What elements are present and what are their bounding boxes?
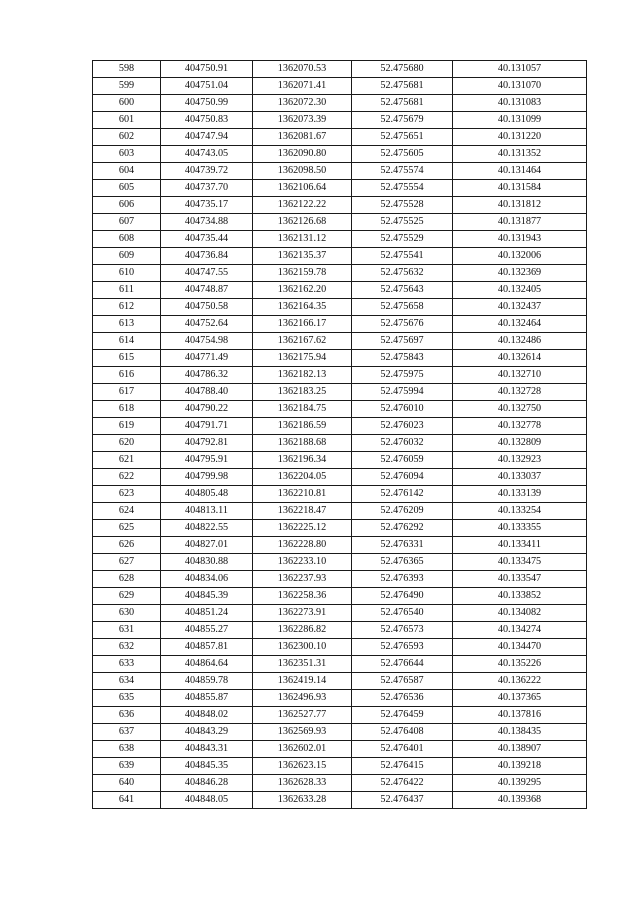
latitude-cell: 52.476536	[352, 690, 453, 707]
x-coordinate-cell: 404851.24	[161, 605, 253, 622]
point-number-cell: 639	[93, 758, 161, 775]
point-number-cell: 625	[93, 520, 161, 537]
y-coordinate-cell: 1362218.47	[253, 503, 352, 520]
x-coordinate-cell: 404750.83	[161, 112, 253, 129]
latitude-cell: 52.475574	[352, 163, 453, 180]
x-coordinate-cell: 404795.91	[161, 452, 253, 469]
longitude-cell: 40.132486	[453, 333, 587, 350]
point-number-cell: 601	[93, 112, 161, 129]
y-coordinate-cell: 1362159.78	[253, 265, 352, 282]
y-coordinate-cell: 1362569.93	[253, 724, 352, 741]
latitude-cell: 52.476010	[352, 401, 453, 418]
x-coordinate-cell: 404752.64	[161, 316, 253, 333]
longitude-cell: 40.137816	[453, 707, 587, 724]
point-number-cell: 603	[93, 146, 161, 163]
table-row	[93, 690, 587, 707]
table-row	[93, 163, 587, 180]
table-row	[93, 401, 587, 418]
table-row	[93, 622, 587, 639]
latitude-cell: 52.476331	[352, 537, 453, 554]
longitude-cell: 40.132728	[453, 384, 587, 401]
table-row	[93, 418, 587, 435]
table-row	[93, 61, 587, 78]
longitude-cell: 40.135226	[453, 656, 587, 673]
x-coordinate-cell: 404845.39	[161, 588, 253, 605]
longitude-cell: 40.131083	[453, 95, 587, 112]
latitude-cell: 52.475676	[352, 316, 453, 333]
y-coordinate-cell: 1362098.50	[253, 163, 352, 180]
latitude-cell: 52.475697	[352, 333, 453, 350]
y-coordinate-cell: 1362419.14	[253, 673, 352, 690]
table-row	[93, 316, 587, 333]
x-coordinate-cell: 404739.72	[161, 163, 253, 180]
point-number-cell: 633	[93, 656, 161, 673]
point-number-cell: 629	[93, 588, 161, 605]
table-row	[93, 792, 587, 809]
point-number-cell: 602	[93, 129, 161, 146]
latitude-cell: 52.475680	[352, 61, 453, 78]
y-coordinate-cell: 1362135.37	[253, 248, 352, 265]
x-coordinate-cell: 404743.05	[161, 146, 253, 163]
x-coordinate-cell: 404848.02	[161, 707, 253, 724]
latitude-cell: 52.475994	[352, 384, 453, 401]
x-coordinate-cell: 404846.28	[161, 775, 253, 792]
point-number-cell: 623	[93, 486, 161, 503]
x-coordinate-cell: 404786.32	[161, 367, 253, 384]
table-row	[93, 214, 587, 231]
point-number-cell: 615	[93, 350, 161, 367]
point-number-cell: 616	[93, 367, 161, 384]
longitude-cell: 40.131057	[453, 61, 587, 78]
x-coordinate-cell: 404748.87	[161, 282, 253, 299]
point-number-cell: 611	[93, 282, 161, 299]
latitude-cell: 52.476059	[352, 452, 453, 469]
y-coordinate-cell: 1362602.01	[253, 741, 352, 758]
longitude-cell: 40.133475	[453, 554, 587, 571]
table-row	[93, 231, 587, 248]
y-coordinate-cell: 1362496.93	[253, 690, 352, 707]
y-coordinate-cell: 1362106.64	[253, 180, 352, 197]
point-number-cell: 636	[93, 707, 161, 724]
y-coordinate-cell: 1362286.82	[253, 622, 352, 639]
table-row	[93, 588, 587, 605]
y-coordinate-cell: 1362167.62	[253, 333, 352, 350]
table-row	[93, 452, 587, 469]
latitude-cell: 52.476032	[352, 435, 453, 452]
longitude-cell: 40.133547	[453, 571, 587, 588]
latitude-cell: 52.475525	[352, 214, 453, 231]
latitude-cell: 52.475658	[352, 299, 453, 316]
y-coordinate-cell: 1362188.68	[253, 435, 352, 452]
longitude-cell: 40.134082	[453, 605, 587, 622]
latitude-cell: 52.476593	[352, 639, 453, 656]
longitude-cell: 40.133355	[453, 520, 587, 537]
point-number-cell: 606	[93, 197, 161, 214]
latitude-cell: 52.475681	[352, 95, 453, 112]
x-coordinate-cell: 404848.05	[161, 792, 253, 809]
table-row	[93, 282, 587, 299]
table-row	[93, 554, 587, 571]
longitude-cell: 40.139295	[453, 775, 587, 792]
y-coordinate-cell: 1362164.35	[253, 299, 352, 316]
table-row	[93, 469, 587, 486]
x-coordinate-cell: 404754.98	[161, 333, 253, 350]
longitude-cell: 40.134470	[453, 639, 587, 656]
y-coordinate-cell: 1362162.20	[253, 282, 352, 299]
x-coordinate-cell: 404737.70	[161, 180, 253, 197]
latitude-cell: 52.476209	[352, 503, 453, 520]
y-coordinate-cell: 1362166.17	[253, 316, 352, 333]
latitude-cell: 52.475541	[352, 248, 453, 265]
longitude-cell: 40.132614	[453, 350, 587, 367]
y-coordinate-cell: 1362273.91	[253, 605, 352, 622]
y-coordinate-cell: 1362175.94	[253, 350, 352, 367]
x-coordinate-cell: 404771.49	[161, 350, 253, 367]
x-coordinate-cell: 404734.88	[161, 214, 253, 231]
longitude-cell: 40.138435	[453, 724, 587, 741]
x-coordinate-cell: 404788.40	[161, 384, 253, 401]
y-coordinate-cell: 1362228.80	[253, 537, 352, 554]
point-number-cell: 609	[93, 248, 161, 265]
table-row	[93, 180, 587, 197]
longitude-cell: 40.132750	[453, 401, 587, 418]
point-number-cell: 622	[93, 469, 161, 486]
y-coordinate-cell: 1362225.12	[253, 520, 352, 537]
longitude-cell: 40.132809	[453, 435, 587, 452]
y-coordinate-cell: 1362204.05	[253, 469, 352, 486]
y-coordinate-cell: 1362258.36	[253, 588, 352, 605]
latitude-cell: 52.476094	[352, 469, 453, 486]
point-number-cell: 605	[93, 180, 161, 197]
point-number-cell: 641	[93, 792, 161, 809]
point-number-cell: 607	[93, 214, 161, 231]
table-row	[93, 707, 587, 724]
table-row	[93, 639, 587, 656]
longitude-cell: 40.131352	[453, 146, 587, 163]
x-coordinate-cell: 404834.06	[161, 571, 253, 588]
longitude-cell: 40.132778	[453, 418, 587, 435]
x-coordinate-cell: 404750.99	[161, 95, 253, 112]
latitude-cell: 52.475643	[352, 282, 453, 299]
point-number-cell: 632	[93, 639, 161, 656]
table-row	[93, 333, 587, 350]
longitude-cell: 40.133411	[453, 537, 587, 554]
y-coordinate-cell: 1362628.33	[253, 775, 352, 792]
longitude-cell: 40.132369	[453, 265, 587, 282]
y-coordinate-cell: 1362131.12	[253, 231, 352, 248]
y-coordinate-cell: 1362070.53	[253, 61, 352, 78]
y-coordinate-cell: 1362122.22	[253, 197, 352, 214]
point-number-cell: 604	[93, 163, 161, 180]
latitude-cell: 52.476401	[352, 741, 453, 758]
y-coordinate-cell: 1362071.41	[253, 78, 352, 95]
point-number-cell: 620	[93, 435, 161, 452]
point-number-cell: 638	[93, 741, 161, 758]
x-coordinate-cell: 404736.84	[161, 248, 253, 265]
y-coordinate-cell: 1362300.10	[253, 639, 352, 656]
table-row	[93, 486, 587, 503]
table-row	[93, 503, 587, 520]
point-number-cell: 608	[93, 231, 161, 248]
y-coordinate-cell: 1362351.31	[253, 656, 352, 673]
x-coordinate-cell: 404857.81	[161, 639, 253, 656]
x-coordinate-cell: 404792.81	[161, 435, 253, 452]
x-coordinate-cell: 404843.29	[161, 724, 253, 741]
latitude-cell: 52.476292	[352, 520, 453, 537]
table-row	[93, 367, 587, 384]
table-row	[93, 112, 587, 129]
longitude-cell: 40.133254	[453, 503, 587, 520]
latitude-cell: 52.475681	[352, 78, 453, 95]
table-row	[93, 350, 587, 367]
latitude-cell: 52.476422	[352, 775, 453, 792]
y-coordinate-cell: 1362196.34	[253, 452, 352, 469]
longitude-cell: 40.131070	[453, 78, 587, 95]
longitude-cell: 40.131584	[453, 180, 587, 197]
latitude-cell: 52.476415	[352, 758, 453, 775]
y-coordinate-cell: 1362210.81	[253, 486, 352, 503]
longitude-cell: 40.133852	[453, 588, 587, 605]
table-row	[93, 78, 587, 95]
x-coordinate-cell: 404813.11	[161, 503, 253, 520]
x-coordinate-cell: 404747.55	[161, 265, 253, 282]
longitude-cell: 40.132405	[453, 282, 587, 299]
latitude-cell: 52.475605	[352, 146, 453, 163]
point-number-cell: 617	[93, 384, 161, 401]
point-number-cell: 599	[93, 78, 161, 95]
point-number-cell: 619	[93, 418, 161, 435]
point-number-cell: 626	[93, 537, 161, 554]
point-number-cell: 610	[93, 265, 161, 282]
point-number-cell: 631	[93, 622, 161, 639]
latitude-cell: 52.476408	[352, 724, 453, 741]
x-coordinate-cell: 404750.91	[161, 61, 253, 78]
y-coordinate-cell: 1362090.80	[253, 146, 352, 163]
table-row	[93, 520, 587, 537]
point-number-cell: 630	[93, 605, 161, 622]
y-coordinate-cell: 1362623.15	[253, 758, 352, 775]
table-row	[93, 435, 587, 452]
latitude-cell: 52.476142	[352, 486, 453, 503]
x-coordinate-cell: 404751.04	[161, 78, 253, 95]
x-coordinate-cell: 404859.78	[161, 673, 253, 690]
latitude-cell: 52.476393	[352, 571, 453, 588]
y-coordinate-cell: 1362072.30	[253, 95, 352, 112]
point-number-cell: 640	[93, 775, 161, 792]
table-row	[93, 537, 587, 554]
longitude-cell: 40.131877	[453, 214, 587, 231]
y-coordinate-cell: 1362081.67	[253, 129, 352, 146]
x-coordinate-cell: 404845.35	[161, 758, 253, 775]
point-number-cell: 634	[93, 673, 161, 690]
point-number-cell: 635	[93, 690, 161, 707]
y-coordinate-cell: 1362183.25	[253, 384, 352, 401]
table-row	[93, 656, 587, 673]
latitude-cell: 52.476023	[352, 418, 453, 435]
x-coordinate-cell: 404864.64	[161, 656, 253, 673]
latitude-cell: 52.476490	[352, 588, 453, 605]
point-number-cell: 637	[93, 724, 161, 741]
longitude-cell: 40.133037	[453, 469, 587, 486]
x-coordinate-cell: 404790.22	[161, 401, 253, 418]
x-coordinate-cell: 404791.71	[161, 418, 253, 435]
latitude-cell: 52.475651	[352, 129, 453, 146]
table-row	[93, 248, 587, 265]
point-number-cell: 624	[93, 503, 161, 520]
y-coordinate-cell: 1362186.59	[253, 418, 352, 435]
y-coordinate-cell: 1362237.93	[253, 571, 352, 588]
table-row	[93, 758, 587, 775]
point-number-cell: 600	[93, 95, 161, 112]
longitude-cell: 40.139368	[453, 792, 587, 809]
x-coordinate-cell: 404827.01	[161, 537, 253, 554]
point-number-cell: 614	[93, 333, 161, 350]
x-coordinate-cell: 404747.94	[161, 129, 253, 146]
latitude-cell: 52.476540	[352, 605, 453, 622]
longitude-cell: 40.131220	[453, 129, 587, 146]
latitude-cell: 52.475529	[352, 231, 453, 248]
longitude-cell: 40.138907	[453, 741, 587, 758]
longitude-cell: 40.131943	[453, 231, 587, 248]
x-coordinate-cell: 404799.98	[161, 469, 253, 486]
table-row	[93, 384, 587, 401]
latitude-cell: 52.476644	[352, 656, 453, 673]
longitude-cell: 40.131099	[453, 112, 587, 129]
longitude-cell: 40.131812	[453, 197, 587, 214]
x-coordinate-cell: 404830.88	[161, 554, 253, 571]
x-coordinate-cell: 404855.27	[161, 622, 253, 639]
longitude-cell: 40.136222	[453, 673, 587, 690]
latitude-cell: 52.476459	[352, 707, 453, 724]
table-row	[93, 605, 587, 622]
point-number-cell: 598	[93, 61, 161, 78]
latitude-cell: 52.475843	[352, 350, 453, 367]
x-coordinate-cell: 404805.48	[161, 486, 253, 503]
table-row	[93, 95, 587, 112]
point-number-cell: 618	[93, 401, 161, 418]
y-coordinate-cell: 1362126.68	[253, 214, 352, 231]
x-coordinate-cell: 404843.31	[161, 741, 253, 758]
table-row	[93, 775, 587, 792]
table-row	[93, 129, 587, 146]
point-number-cell: 628	[93, 571, 161, 588]
table-row	[93, 673, 587, 690]
x-coordinate-cell: 404750.58	[161, 299, 253, 316]
table-row	[93, 741, 587, 758]
coordinates-table-body	[93, 61, 587, 809]
longitude-cell: 40.132923	[453, 452, 587, 469]
longitude-cell: 40.132710	[453, 367, 587, 384]
x-coordinate-cell: 404822.55	[161, 520, 253, 537]
longitude-cell: 40.139218	[453, 758, 587, 775]
longitude-cell: 40.134274	[453, 622, 587, 639]
latitude-cell: 52.475679	[352, 112, 453, 129]
latitude-cell: 52.475632	[352, 265, 453, 282]
point-number-cell: 627	[93, 554, 161, 571]
table-row	[93, 146, 587, 163]
point-number-cell: 612	[93, 299, 161, 316]
x-coordinate-cell: 404855.87	[161, 690, 253, 707]
latitude-cell: 52.476587	[352, 673, 453, 690]
table-row	[93, 265, 587, 282]
longitude-cell: 40.132006	[453, 248, 587, 265]
y-coordinate-cell: 1362633.28	[253, 792, 352, 809]
table-row	[93, 724, 587, 741]
longitude-cell: 40.132437	[453, 299, 587, 316]
point-number-cell: 613	[93, 316, 161, 333]
y-coordinate-cell: 1362073.39	[253, 112, 352, 129]
y-coordinate-cell: 1362233.10	[253, 554, 352, 571]
latitude-cell: 52.476573	[352, 622, 453, 639]
x-coordinate-cell: 404735.17	[161, 197, 253, 214]
latitude-cell: 52.476437	[352, 792, 453, 809]
latitude-cell: 52.476365	[352, 554, 453, 571]
table-row	[93, 197, 587, 214]
point-number-cell: 621	[93, 452, 161, 469]
latitude-cell: 52.475554	[352, 180, 453, 197]
longitude-cell: 40.133139	[453, 486, 587, 503]
y-coordinate-cell: 1362182.13	[253, 367, 352, 384]
coordinates-table	[92, 60, 587, 809]
y-coordinate-cell: 1362527.77	[253, 707, 352, 724]
y-coordinate-cell: 1362184.75	[253, 401, 352, 418]
x-coordinate-cell: 404735.44	[161, 231, 253, 248]
latitude-cell: 52.475528	[352, 197, 453, 214]
longitude-cell: 40.132464	[453, 316, 587, 333]
longitude-cell: 40.131464	[453, 163, 587, 180]
table-row	[93, 571, 587, 588]
latitude-cell: 52.475975	[352, 367, 453, 384]
longitude-cell: 40.137365	[453, 690, 587, 707]
table-row	[93, 299, 587, 316]
